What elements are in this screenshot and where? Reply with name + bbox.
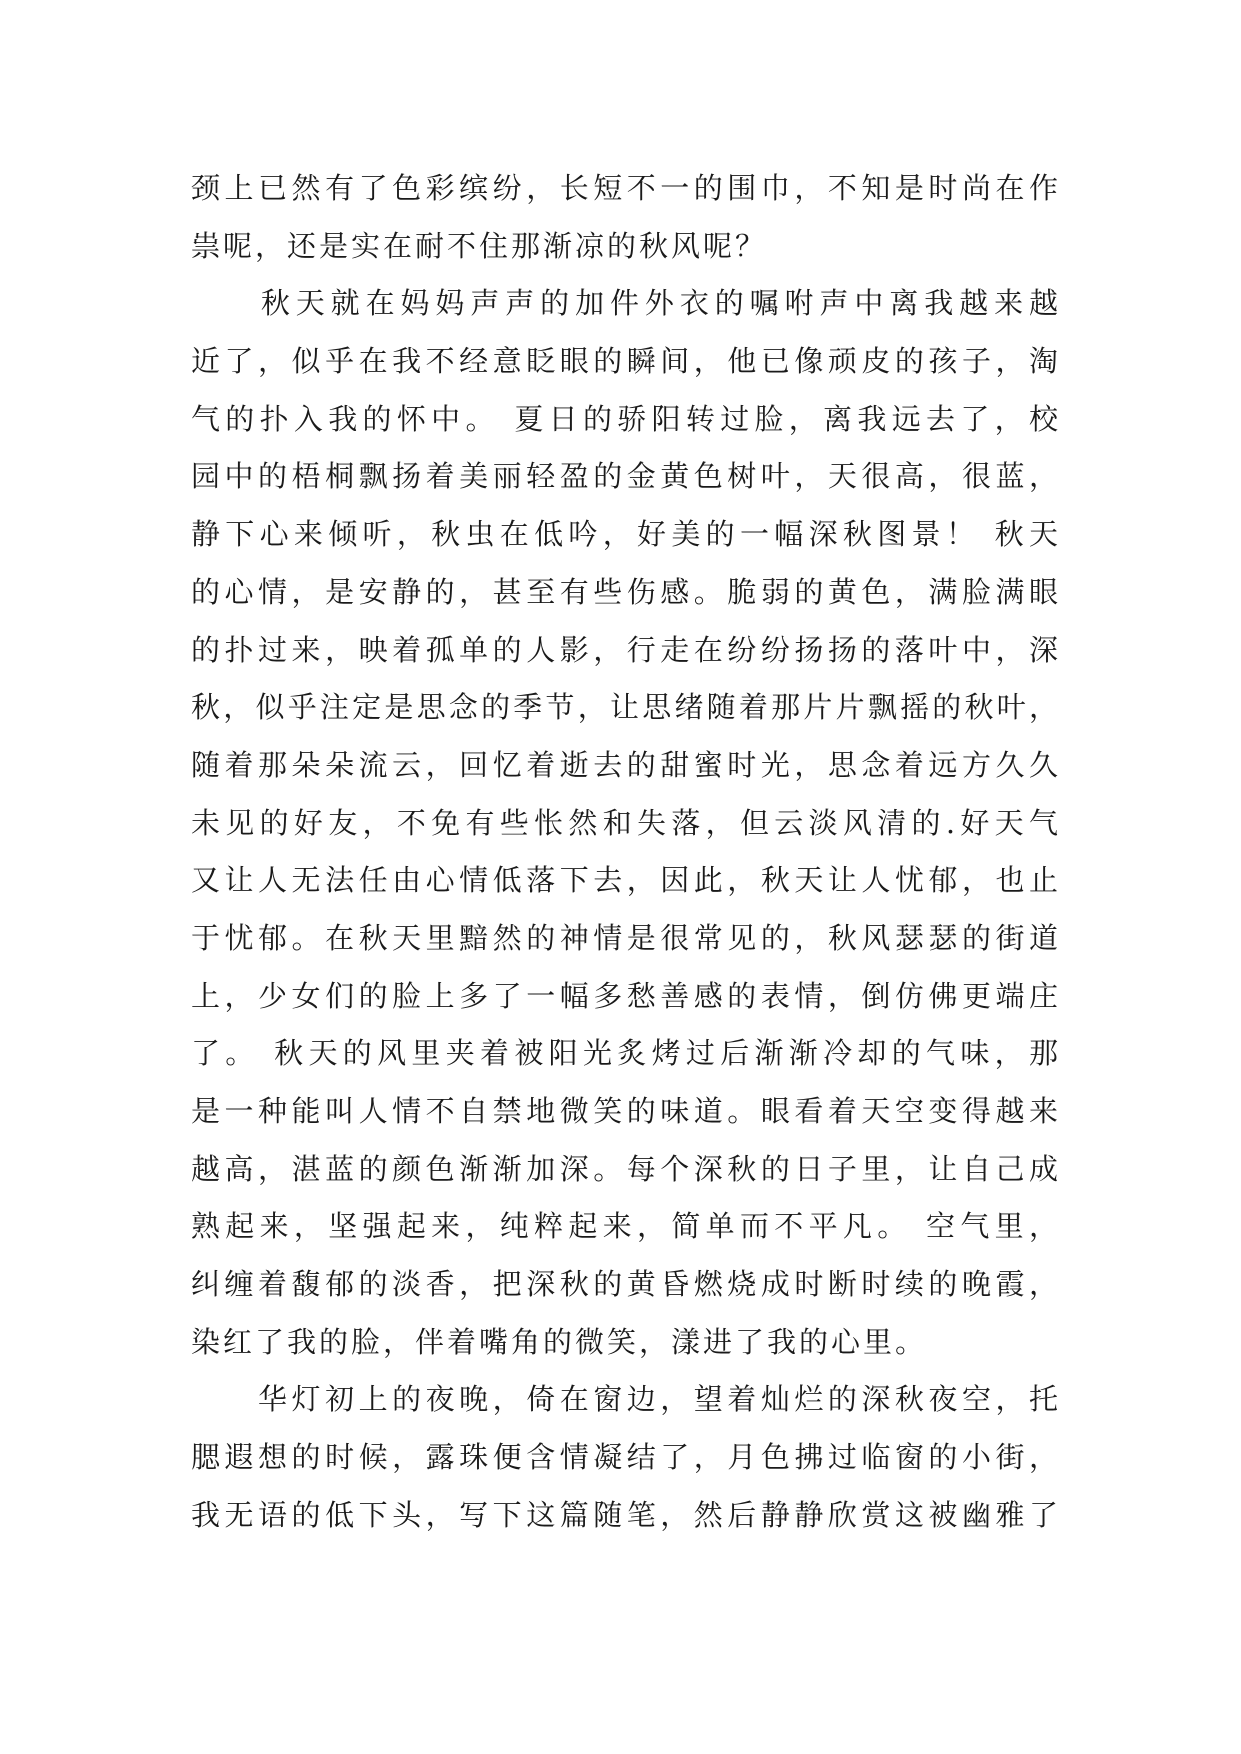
text-line: 上，少女们的脸上多了一幅多愁善感的表情，倒仿佛更端庄 (191, 978, 1061, 1013)
text-line: 随着那朵朵流云，回忆着逝去的甜蜜时光，思念着远方久久 (191, 747, 1061, 782)
text-line: 于忧郁。在秋天里黯然的神情是很常见的，秋风瑟瑟的街道 (191, 920, 1061, 955)
text-line: 气的扑入我的怀中。 夏日的骄阳转过脸，离我远去了，校 (191, 401, 1061, 436)
text-line: 了。 秋天的风里夹着被阳光炙烤过后渐渐冷却的气味，那 (191, 1036, 1061, 1071)
text-line: 的心情，是安静的，甚至有些伤感。脆弱的黄色，满脸满眼 (191, 574, 1061, 609)
text-line: 近了，似乎在我不经意眨眼的瞬间，他已像顽皮的孩子，淘 (191, 344, 1061, 379)
text-line: 的扑过来，映着孤单的人影，行走在纷纷扬扬的落叶中，深 (191, 632, 1061, 667)
text-line: 颈上已然有了色彩缤纷，长短不一的围巾，不知是时尚在作 (191, 171, 1061, 205)
text-line: 未见的好友，不免有些怅然和失落，但云淡风清的.好天气 (191, 805, 1061, 840)
text-line: 熟起来，坚强起来，纯粹起来，简单而不平凡。 空气里， (191, 1209, 1061, 1244)
body-text (191, 160, 1061, 1545)
paragraph (191, 1371, 1061, 1544)
text-line: 越高，湛蓝的颜色渐渐加深。每个深秋的日子里，让自己成 (191, 1151, 1061, 1186)
text-line: 我无语的低下头，写下这篇随笔，然后静静欣赏这被幽雅了 (191, 1497, 1061, 1532)
text-line: 染红了我的脸，伴着嘴角的微笑，漾进了我的心里。 (191, 1324, 928, 1359)
text-line: 静下心来倾听，秋虫在低吟，好美的一幅深秋图景！ 秋天 (191, 517, 1061, 552)
text-line: 秋天就在妈妈声声的加件外衣的嘱咐声中离我越来越 (191, 286, 1061, 321)
text-line: 华灯初上的夜晚，倚在窗边，望着灿烂的深秋夜空，托 (191, 1382, 1061, 1417)
text-line: 腮遐想的时候，露珠便含情凝结了，月色拂过临窗的小街， (191, 1440, 1061, 1475)
text-line: 又让人无法任由心情低落下去，因此，秋天让人忧郁，也止 (191, 863, 1061, 898)
text-line: 祟呢，还是实在耐不住那渐凉的秋风呢？ (191, 228, 768, 263)
text-line: 秋，似乎注定是思念的季节，让思绪随着那片片飘摇的秋叶， (191, 690, 1061, 725)
paragraph (191, 160, 1061, 275)
text-line: 园中的梧桐飘扬着美丽轻盈的金黄色树叶，天很高，很蓝， (191, 459, 1061, 494)
paragraph (191, 275, 1061, 1371)
text-line: 纠缠着馥郁的淡香，把深秋的黄昏燃烧成时断时续的晚霞， (191, 1267, 1061, 1302)
text-line: 是一种能叫人情不自禁地微笑的味道。眼看着天空变得越来 (191, 1094, 1061, 1128)
